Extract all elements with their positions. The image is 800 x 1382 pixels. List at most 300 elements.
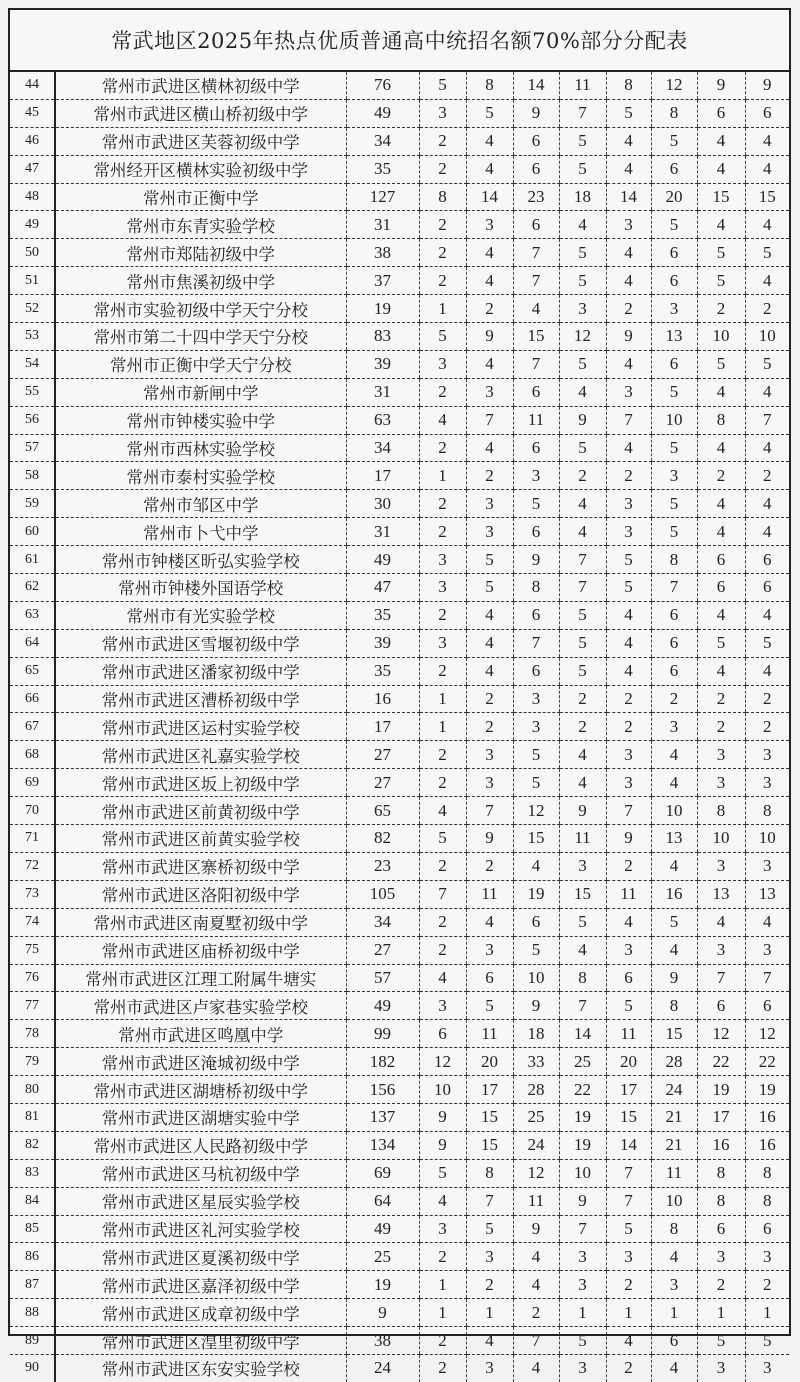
row-number: 63 — [10, 601, 55, 629]
table-row — [10, 518, 789, 546]
total-quota: 127 — [346, 183, 419, 211]
quota-8: 3 — [745, 936, 789, 964]
row-number: 47 — [10, 155, 55, 183]
quota-4: 5 — [559, 434, 606, 462]
quota-7: 2 — [697, 295, 745, 323]
quota-4: 2 — [559, 462, 606, 490]
quota-7: 1 — [697, 1299, 745, 1327]
quota-3: 23 — [513, 183, 559, 211]
quota-3: 6 — [513, 434, 559, 462]
quota-3: 12 — [513, 797, 559, 825]
quota-6: 5 — [651, 434, 697, 462]
quota-2: 1 — [466, 1299, 513, 1327]
quota-6: 3 — [651, 713, 697, 741]
school-name: 常州市武进区淹城初级中学 — [55, 1048, 346, 1076]
quota-3: 7 — [513, 1327, 559, 1355]
row-number: 58 — [10, 462, 55, 490]
total-quota: 27 — [346, 936, 419, 964]
row-number: 56 — [10, 406, 55, 434]
quota-4: 7 — [559, 574, 606, 602]
table-row — [10, 1103, 789, 1131]
quota-8: 5 — [745, 239, 789, 267]
quota-2: 3 — [466, 378, 513, 406]
quota-4: 7 — [559, 99, 606, 127]
quota-6: 4 — [651, 769, 697, 797]
table-row — [10, 323, 789, 351]
quota-3: 5 — [513, 769, 559, 797]
quota-2: 20 — [466, 1048, 513, 1076]
quota-6: 3 — [651, 462, 697, 490]
quota-2: 8 — [466, 72, 513, 99]
table-row — [10, 295, 789, 323]
row-number: 84 — [10, 1187, 55, 1215]
quota-3: 6 — [513, 127, 559, 155]
quota-2: 3 — [466, 490, 513, 518]
quota-5: 4 — [606, 239, 651, 267]
total-quota: 105 — [346, 880, 419, 908]
row-number: 88 — [10, 1299, 55, 1327]
quota-4: 4 — [559, 741, 606, 769]
quota-3: 6 — [513, 155, 559, 183]
row-number: 85 — [10, 1215, 55, 1243]
quota-7: 5 — [697, 239, 745, 267]
quota-7: 6 — [697, 992, 745, 1020]
quota-5: 7 — [606, 797, 651, 825]
quota-2: 5 — [466, 1215, 513, 1243]
quota-6: 9 — [651, 964, 697, 992]
school-name: 常州市武进区洛阳初级中学 — [55, 880, 346, 908]
quota-1: 3 — [419, 546, 466, 574]
total-quota: 82 — [346, 825, 419, 853]
quota-6: 8 — [651, 992, 697, 1020]
quota-4: 5 — [559, 155, 606, 183]
quota-5: 2 — [606, 852, 651, 880]
quota-3: 4 — [513, 1271, 559, 1299]
school-name: 常州市武进区运村实验学校 — [55, 713, 346, 741]
quota-6: 6 — [651, 629, 697, 657]
row-number: 78 — [10, 1020, 55, 1048]
total-quota: 35 — [346, 601, 419, 629]
quota-4: 5 — [559, 908, 606, 936]
table-row — [10, 546, 789, 574]
quota-5: 17 — [606, 1076, 651, 1104]
quota-7: 16 — [697, 1131, 745, 1159]
row-number: 73 — [10, 880, 55, 908]
quota-3: 6 — [513, 378, 559, 406]
quota-1: 2 — [419, 741, 466, 769]
quota-3: 15 — [513, 323, 559, 351]
row-number: 45 — [10, 99, 55, 127]
quota-7: 4 — [697, 434, 745, 462]
total-quota: 35 — [346, 657, 419, 685]
quota-3: 25 — [513, 1103, 559, 1131]
school-name: 常州市武进区潘家初级中学 — [55, 657, 346, 685]
quota-4: 10 — [559, 1159, 606, 1187]
quota-8: 10 — [745, 825, 789, 853]
quota-8: 22 — [745, 1048, 789, 1076]
quota-1: 1 — [419, 295, 466, 323]
quota-7: 2 — [697, 1271, 745, 1299]
quota-6: 6 — [651, 350, 697, 378]
row-number: 61 — [10, 546, 55, 574]
table-row — [10, 964, 789, 992]
quota-6: 5 — [651, 378, 697, 406]
table-row — [10, 629, 789, 657]
quota-6: 6 — [651, 1327, 697, 1355]
quota-2: 11 — [466, 1020, 513, 1048]
quota-4: 15 — [559, 880, 606, 908]
school-name: 常州市武进区湟里初级中学 — [55, 1327, 346, 1355]
quota-7: 4 — [697, 155, 745, 183]
quota-2: 2 — [466, 685, 513, 713]
quota-8: 6 — [745, 574, 789, 602]
table-row — [10, 1299, 789, 1327]
quota-7: 19 — [697, 1076, 745, 1104]
quota-4: 3 — [559, 1354, 606, 1381]
quota-2: 11 — [466, 880, 513, 908]
quota-1: 3 — [419, 1215, 466, 1243]
quota-1: 1 — [419, 1271, 466, 1299]
quota-8: 8 — [745, 1187, 789, 1215]
quota-4: 4 — [559, 490, 606, 518]
total-quota: 31 — [346, 378, 419, 406]
quota-2: 4 — [466, 434, 513, 462]
row-number: 48 — [10, 183, 55, 211]
table-row — [10, 462, 789, 490]
quota-3: 3 — [513, 713, 559, 741]
total-quota: 24 — [346, 1354, 419, 1381]
quota-8: 4 — [745, 601, 789, 629]
quota-7: 12 — [697, 1020, 745, 1048]
quota-8: 12 — [745, 1020, 789, 1048]
quota-8: 4 — [745, 211, 789, 239]
school-name: 常州市实验初级中学天宁分校 — [55, 295, 346, 323]
table-row — [10, 183, 789, 211]
quota-1: 2 — [419, 155, 466, 183]
quota-1: 2 — [419, 267, 466, 295]
quota-1: 3 — [419, 574, 466, 602]
quota-5: 15 — [606, 1103, 651, 1131]
quota-3: 9 — [513, 992, 559, 1020]
quota-8: 6 — [745, 546, 789, 574]
quota-1: 2 — [419, 936, 466, 964]
quota-7: 4 — [697, 601, 745, 629]
quota-4: 5 — [559, 629, 606, 657]
quota-8: 4 — [745, 657, 789, 685]
quota-4: 2 — [559, 685, 606, 713]
quota-5: 5 — [606, 546, 651, 574]
school-name: 常州市泰村实验学校 — [55, 462, 346, 490]
quota-8: 3 — [745, 1354, 789, 1381]
quota-7: 3 — [697, 852, 745, 880]
row-number: 72 — [10, 852, 55, 880]
quota-6: 5 — [651, 908, 697, 936]
school-name: 常州市武进区星辰实验学校 — [55, 1187, 346, 1215]
total-quota: 19 — [346, 295, 419, 323]
quota-8: 8 — [745, 797, 789, 825]
total-quota: 65 — [346, 797, 419, 825]
table-row — [10, 72, 789, 99]
total-quota: 34 — [346, 434, 419, 462]
quota-2: 2 — [466, 462, 513, 490]
quota-2: 17 — [466, 1076, 513, 1104]
quota-7: 3 — [697, 936, 745, 964]
quota-5: 7 — [606, 1159, 651, 1187]
quota-1: 3 — [419, 629, 466, 657]
table-row — [10, 1187, 789, 1215]
table-title: 常武地区2025年热点优质普通高中统招名额70%部分分配表 — [10, 10, 789, 72]
quota-1: 2 — [419, 852, 466, 880]
quota-2: 7 — [466, 406, 513, 434]
quota-5: 4 — [606, 657, 651, 685]
quota-2: 4 — [466, 350, 513, 378]
quota-7: 4 — [697, 490, 745, 518]
row-number: 79 — [10, 1048, 55, 1076]
quota-7: 10 — [697, 323, 745, 351]
quota-5: 5 — [606, 992, 651, 1020]
school-name: 常州市武进区前黄初级中学 — [55, 797, 346, 825]
row-number: 75 — [10, 936, 55, 964]
table-row — [10, 992, 789, 1020]
quota-1: 2 — [419, 434, 466, 462]
quota-4: 5 — [559, 267, 606, 295]
school-name: 常州市郑陆初级中学 — [55, 239, 346, 267]
quota-2: 4 — [466, 239, 513, 267]
quota-4: 5 — [559, 127, 606, 155]
table-row — [10, 574, 789, 602]
table-row — [10, 657, 789, 685]
school-name: 常州市邹区中学 — [55, 490, 346, 518]
table-row — [10, 685, 789, 713]
quota-5: 8 — [606, 72, 651, 99]
quota-1: 8 — [419, 183, 466, 211]
quota-5: 6 — [606, 964, 651, 992]
quota-8: 19 — [745, 1076, 789, 1104]
quota-8: 2 — [745, 295, 789, 323]
quota-5: 14 — [606, 1131, 651, 1159]
quota-5: 4 — [606, 350, 651, 378]
quota-7: 5 — [697, 1327, 745, 1355]
quota-7: 4 — [697, 378, 745, 406]
quota-1: 6 — [419, 1020, 466, 1048]
quota-8: 3 — [745, 769, 789, 797]
quota-3: 8 — [513, 574, 559, 602]
quota-3: 7 — [513, 629, 559, 657]
quota-4: 25 — [559, 1048, 606, 1076]
school-name: 常州市有光实验学校 — [55, 601, 346, 629]
quota-5: 4 — [606, 434, 651, 462]
quota-3: 6 — [513, 211, 559, 239]
quota-1: 5 — [419, 825, 466, 853]
quota-7: 5 — [697, 267, 745, 295]
quota-3: 14 — [513, 72, 559, 99]
total-quota: 64 — [346, 1187, 419, 1215]
quota-4: 4 — [559, 769, 606, 797]
quota-4: 5 — [559, 1327, 606, 1355]
quota-6: 20 — [651, 183, 697, 211]
school-name: 常州市武进区成章初级中学 — [55, 1299, 346, 1327]
school-name: 常州市武进区雪堰初级中学 — [55, 629, 346, 657]
quota-6: 13 — [651, 825, 697, 853]
row-number: 46 — [10, 127, 55, 155]
total-quota: 69 — [346, 1159, 419, 1187]
table-row — [10, 1048, 789, 1076]
quota-5: 4 — [606, 127, 651, 155]
quota-4: 7 — [559, 992, 606, 1020]
quota-6: 5 — [651, 490, 697, 518]
quota-7: 2 — [697, 713, 745, 741]
row-number: 53 — [10, 323, 55, 351]
quota-2: 5 — [466, 574, 513, 602]
quota-4: 2 — [559, 713, 606, 741]
row-number: 71 — [10, 825, 55, 853]
quota-5: 2 — [606, 685, 651, 713]
quota-5: 3 — [606, 490, 651, 518]
row-number: 52 — [10, 295, 55, 323]
quota-8: 2 — [745, 1271, 789, 1299]
quota-6: 10 — [651, 1187, 697, 1215]
quota-1: 4 — [419, 964, 466, 992]
quota-5: 3 — [606, 769, 651, 797]
quota-4: 9 — [559, 406, 606, 434]
quota-2: 3 — [466, 1354, 513, 1381]
quota-2: 9 — [466, 323, 513, 351]
quota-5: 9 — [606, 825, 651, 853]
row-number: 90 — [25, 1360, 39, 1376]
quota-3: 10 — [513, 964, 559, 992]
quota-1: 9 — [419, 1103, 466, 1131]
table-row — [10, 350, 789, 378]
quota-1: 2 — [419, 908, 466, 936]
school-name: 常州经开区横林实验初级中学 — [55, 155, 346, 183]
quota-7: 8 — [697, 1187, 745, 1215]
quota-7: 13 — [697, 880, 745, 908]
quota-7: 2 — [697, 685, 745, 713]
school-name: 常州市西林实验学校 — [55, 434, 346, 462]
row-number: 55 — [10, 378, 55, 406]
quota-6: 3 — [651, 1271, 697, 1299]
quota-2: 4 — [466, 908, 513, 936]
table-row — [10, 825, 789, 853]
quota-4: 14 — [559, 1020, 606, 1048]
quota-4: 11 — [559, 825, 606, 853]
quota-2: 3 — [466, 518, 513, 546]
school-name: 常州市武进区前黄实验学校 — [55, 825, 346, 853]
quota-2: 3 — [466, 211, 513, 239]
quota-2: 5 — [466, 546, 513, 574]
quota-4: 1 — [559, 1299, 606, 1327]
quota-6: 2 — [651, 685, 697, 713]
quota-8: 6 — [745, 99, 789, 127]
quota-5: 2 — [606, 462, 651, 490]
total-quota: 156 — [346, 1076, 419, 1104]
quota-6: 8 — [651, 1215, 697, 1243]
quota-4: 5 — [559, 239, 606, 267]
row-number: 81 — [10, 1103, 55, 1131]
quota-8: 13 — [745, 880, 789, 908]
quota-7: 4 — [697, 908, 745, 936]
quota-8: 3 — [745, 1243, 789, 1271]
quota-5: 2 — [606, 1354, 651, 1381]
row-number: 86 — [10, 1243, 55, 1271]
quota-1: 1 — [419, 713, 466, 741]
quota-7: 4 — [697, 518, 745, 546]
quota-6: 6 — [651, 601, 697, 629]
quota-2: 2 — [466, 852, 513, 880]
table-row — [10, 211, 789, 239]
quota-5: 3 — [606, 378, 651, 406]
quota-7: 6 — [697, 546, 745, 574]
total-quota: 63 — [346, 406, 419, 434]
total-quota: 49 — [346, 99, 419, 127]
quota-1: 2 — [419, 1327, 466, 1355]
total-quota: 27 — [346, 769, 419, 797]
quota-6: 6 — [651, 657, 697, 685]
quota-1: 3 — [419, 99, 466, 127]
quota-5: 1 — [606, 1299, 651, 1327]
quota-1: 9 — [419, 1131, 466, 1159]
quota-6: 11 — [651, 1159, 697, 1187]
table-row — [10, 936, 789, 964]
quota-2: 7 — [466, 797, 513, 825]
quota-4: 8 — [559, 964, 606, 992]
row-number: 76 — [10, 964, 55, 992]
quota-2: 4 — [466, 127, 513, 155]
quota-3: 9 — [513, 546, 559, 574]
quota-3: 33 — [513, 1048, 559, 1076]
total-quota: 35 — [346, 155, 419, 183]
school-name: 常州市武进区横山桥初级中学 — [55, 99, 346, 127]
quota-5: 3 — [606, 936, 651, 964]
quota-5: 4 — [606, 908, 651, 936]
quota-6: 5 — [651, 211, 697, 239]
school-name: 常州市武进区芙蓉初级中学 — [55, 127, 346, 155]
table-row — [10, 1271, 789, 1299]
table-row — [10, 1215, 789, 1243]
table-row — [10, 797, 789, 825]
quota-1: 4 — [419, 1187, 466, 1215]
quota-8: 2 — [745, 685, 789, 713]
quota-4: 4 — [559, 936, 606, 964]
table-row — [10, 155, 789, 183]
quota-1: 4 — [419, 797, 466, 825]
quota-7: 4 — [697, 657, 745, 685]
quota-3: 5 — [513, 490, 559, 518]
quota-3: 24 — [513, 1131, 559, 1159]
school-name: 常州市正衡中学 — [55, 183, 346, 211]
school-name: 常州市第二十四中学天宁分校 — [55, 323, 346, 351]
quota-6: 8 — [651, 99, 697, 127]
quota-8: 7 — [745, 964, 789, 992]
quota-8: 8 — [745, 1159, 789, 1187]
quota-7: 5 — [697, 629, 745, 657]
total-quota: 30 — [346, 490, 419, 518]
quota-2: 2 — [466, 295, 513, 323]
total-quota: 17 — [346, 462, 419, 490]
school-name: 常州市武进区嘉泽初级中学 — [55, 1271, 346, 1299]
quota-6: 4 — [651, 741, 697, 769]
quota-4: 4 — [559, 211, 606, 239]
table-row — [10, 908, 789, 936]
quota-8: 2 — [745, 462, 789, 490]
quota-8: 16 — [745, 1131, 789, 1159]
school-name: 常州市武进区庙桥初级中学 — [55, 936, 346, 964]
quota-3: 19 — [513, 880, 559, 908]
quota-1: 5 — [419, 323, 466, 351]
quota-6: 15 — [651, 1020, 697, 1048]
quota-2: 3 — [466, 1243, 513, 1271]
school-name: 常州市武进区漕桥初级中学 — [55, 685, 346, 713]
